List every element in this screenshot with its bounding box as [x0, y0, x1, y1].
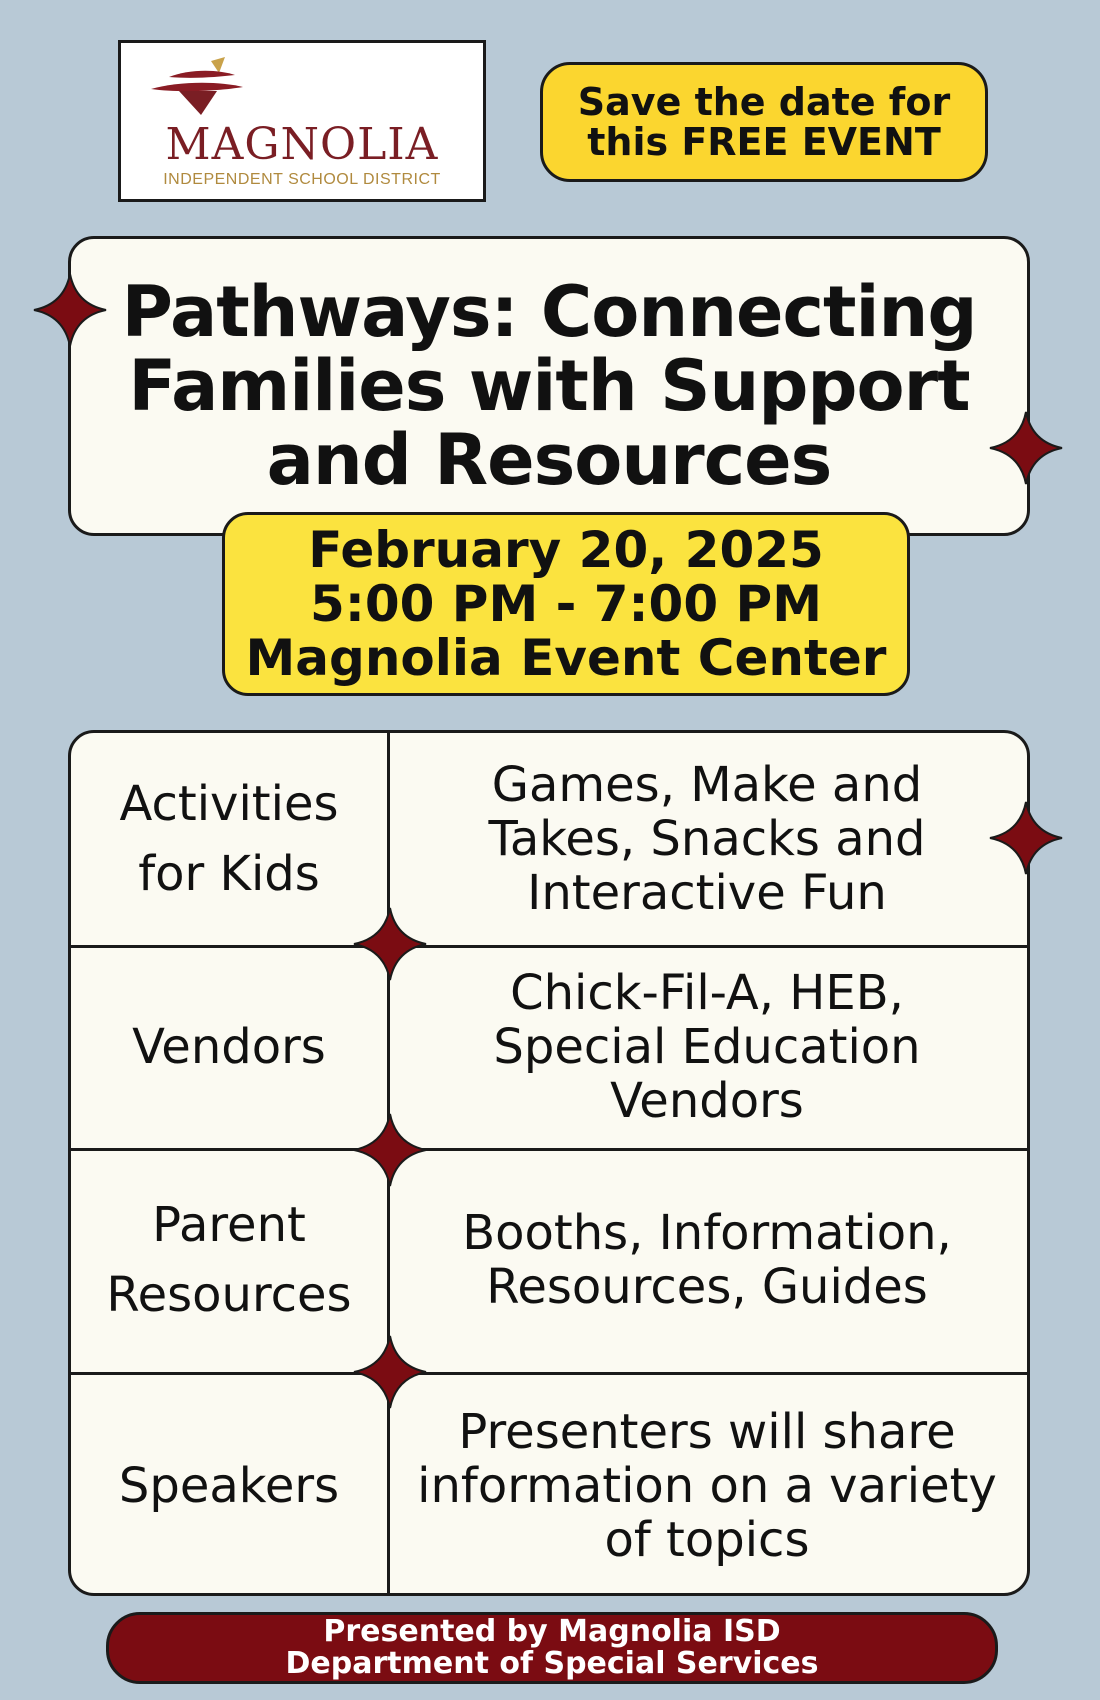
detail-line: Presenters will share: [458, 1403, 956, 1460]
detail-line: information on a variety: [417, 1457, 997, 1514]
row-detail: [387, 945, 1027, 1148]
row-detail: [387, 733, 1027, 945]
save-line-2: this FREE EVENT: [587, 120, 941, 164]
label-line: for Kids: [138, 846, 320, 902]
row-label: [71, 733, 390, 945]
district-logo: [118, 40, 486, 202]
sparkle-icon: [352, 1112, 428, 1188]
sparkle-icon: [32, 272, 108, 348]
table-row: [71, 1372, 1027, 1596]
detail-line: Booths, Information,: [462, 1205, 952, 1261]
info-table: [68, 730, 1030, 1596]
event-location: Magnolia Event Center: [245, 629, 887, 687]
event-date: February 20, 2025: [308, 521, 824, 579]
label-line: Vendors: [132, 1018, 326, 1075]
footer-line-1: Presented by Magnolia ISD: [323, 1614, 781, 1649]
title-line-2: Families with Support: [128, 345, 970, 427]
label-line: Speakers: [118, 1457, 340, 1514]
table-row: [71, 945, 1027, 1151]
sparkle-icon: [988, 410, 1064, 486]
detail-line: Vendors: [610, 1072, 804, 1129]
detail-line: Takes, Snacks and: [488, 811, 926, 867]
row-detail: [387, 1148, 1027, 1372]
event-title: [71, 271, 1027, 501]
detail-line: Interactive Fun: [527, 865, 887, 921]
detail-line: of topics: [604, 1511, 810, 1568]
detail-line: Special Education: [493, 1018, 921, 1075]
footer-banner: [106, 1612, 998, 1684]
footer-line-2: Department of Special Services: [285, 1646, 819, 1681]
row-label: [71, 945, 390, 1148]
detail-line: Games, Make and: [491, 757, 923, 813]
sparkle-icon: [988, 800, 1064, 876]
title-line-3: and Resources: [266, 419, 832, 501]
sparkle-icon: [352, 906, 428, 982]
label-line: Resources: [106, 1267, 352, 1323]
magnolia-logo-icon: [139, 55, 249, 119]
logo-name: MAGNOLIA: [165, 119, 439, 170]
sparkle-icon: [352, 1334, 428, 1410]
detail-line: Resources, Guides: [486, 1259, 928, 1315]
row-detail: [387, 1372, 1027, 1596]
detail-line: Chick-Fil-A, HEB,: [510, 964, 904, 1021]
date-card: [222, 512, 910, 696]
row-label: [71, 1148, 390, 1372]
label-line: Activities: [119, 776, 339, 832]
save-the-date-badge: [540, 62, 988, 182]
logo-subtitle: INDEPENDENT SCHOOL DISTRICT: [163, 171, 441, 188]
row-label: [71, 1372, 390, 1596]
table-row: [71, 1148, 1027, 1375]
table-row: [71, 733, 1027, 948]
title-line-1: Pathways: Connecting: [121, 271, 977, 353]
label-line: Parent: [152, 1197, 306, 1253]
event-time: 5:00 PM - 7:00 PM: [310, 575, 822, 633]
save-line-1: Save the date for: [577, 80, 951, 124]
title-card: [68, 236, 1030, 536]
